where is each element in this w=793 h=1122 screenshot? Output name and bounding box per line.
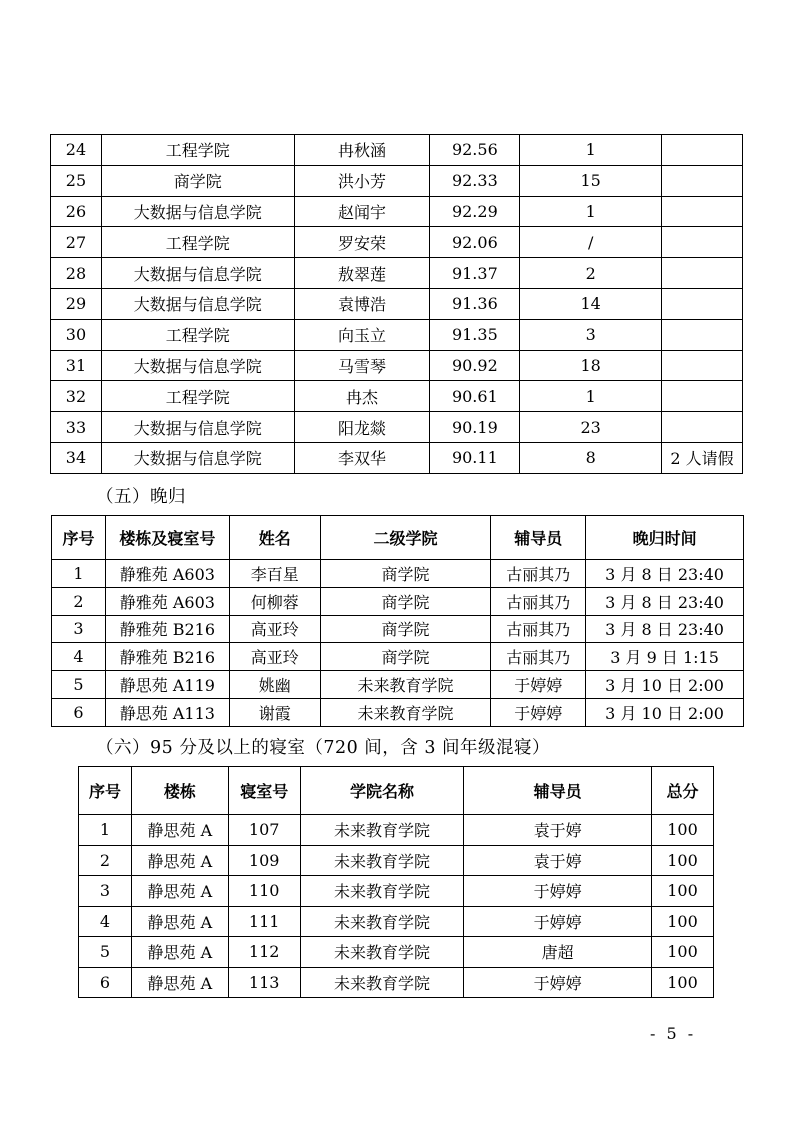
page-number: - 5 - xyxy=(650,1024,697,1043)
table-cell: 袁于婷 xyxy=(464,815,652,846)
table-cell: 未来教育学院 xyxy=(320,698,491,726)
table-cell: 洪小芳 xyxy=(294,165,430,196)
column-header: 辅导员 xyxy=(464,767,652,815)
section-title-top-dorms: （六）95 分及以上的寝室（720 间，含 3 间年级混寝） xyxy=(96,738,551,758)
table-cell: 冉秋涵 xyxy=(294,135,430,166)
column-header: 楼栋 xyxy=(131,767,228,815)
table-row xyxy=(52,615,744,643)
table-cell: 3 月 10 日 2:00 xyxy=(586,698,744,726)
column-header: 序号 xyxy=(79,767,132,815)
table-cell: 大数据与信息学院 xyxy=(101,412,294,443)
table-cell: 3 月 9 日 1:15 xyxy=(586,643,744,671)
table-cell xyxy=(662,288,743,319)
table-row xyxy=(51,442,743,473)
table-row xyxy=(51,227,743,258)
table-cell: 高亚玲 xyxy=(229,643,320,671)
table-cell: 2 xyxy=(52,587,106,615)
table-cell: 静雅苑 B216 xyxy=(105,615,229,643)
table-cell: 于婷婷 xyxy=(464,906,652,937)
top-dorms-table xyxy=(78,766,714,998)
table-cell: 113 xyxy=(228,967,300,998)
table-row xyxy=(51,288,743,319)
table-cell: 于婷婷 xyxy=(464,967,652,998)
table-cell: 100 xyxy=(652,876,714,907)
table-cell: 29 xyxy=(51,288,102,319)
table-cell: 未来教育学院 xyxy=(300,967,464,998)
table-cell: 91.36 xyxy=(430,288,520,319)
table-cell: 大数据与信息学院 xyxy=(101,350,294,381)
table-cell: 100 xyxy=(652,815,714,846)
column-header: 总分 xyxy=(652,767,714,815)
table-cell: 3 月 8 日 23:40 xyxy=(586,587,744,615)
table-cell: 未来教育学院 xyxy=(320,671,491,699)
table-cell: 18 xyxy=(520,350,662,381)
table-cell xyxy=(662,196,743,227)
column-header: 楼栋及寝室号 xyxy=(105,516,229,560)
table-cell: 8 xyxy=(520,442,662,473)
table-cell: 91.37 xyxy=(430,258,520,289)
table-cell: 3 xyxy=(79,876,132,907)
table-cell: 未来教育学院 xyxy=(300,815,464,846)
table-row xyxy=(79,967,714,998)
table-cell: 25 xyxy=(51,165,102,196)
table-cell: 112 xyxy=(228,937,300,968)
table-cell: 3 月 8 日 23:40 xyxy=(586,560,744,588)
column-header: 姓名 xyxy=(229,516,320,560)
table-row xyxy=(79,906,714,937)
table-cell: 33 xyxy=(51,412,102,443)
table-cell: 6 xyxy=(79,967,132,998)
table-row xyxy=(51,319,743,350)
table-cell: 110 xyxy=(228,876,300,907)
table-cell: 90.92 xyxy=(430,350,520,381)
table-cell: 静思苑 A119 xyxy=(105,671,229,699)
ranking-table-body xyxy=(51,135,743,474)
table-cell: 商学院 xyxy=(320,560,491,588)
table-cell xyxy=(662,412,743,443)
table-cell: 大数据与信息学院 xyxy=(101,196,294,227)
table-cell: 100 xyxy=(652,967,714,998)
table-cell: 罗安荣 xyxy=(294,227,430,258)
table-row xyxy=(51,196,743,227)
table-row xyxy=(52,560,744,588)
column-header: 序号 xyxy=(52,516,106,560)
table-cell: 静思苑 A xyxy=(131,876,228,907)
column-header: 寝室号 xyxy=(228,767,300,815)
table-cell: 1 xyxy=(520,196,662,227)
table-cell: 1 xyxy=(52,560,106,588)
table-cell: 30 xyxy=(51,319,102,350)
late-return-table-body xyxy=(52,560,744,727)
table-cell: 92.56 xyxy=(430,135,520,166)
table-cell: 5 xyxy=(79,937,132,968)
table-row xyxy=(52,698,744,726)
table-cell: 109 xyxy=(228,845,300,876)
table-cell: 3 xyxy=(520,319,662,350)
table-cell: 向玉立 xyxy=(294,319,430,350)
table-cell xyxy=(662,135,743,166)
table-row xyxy=(52,587,744,615)
table-cell: 古丽其乃 xyxy=(491,560,586,588)
table-cell: 未来教育学院 xyxy=(300,937,464,968)
table-cell: 23 xyxy=(520,412,662,443)
table-cell: 姚幽 xyxy=(229,671,320,699)
table-cell: 24 xyxy=(51,135,102,166)
table-cell xyxy=(662,381,743,412)
table-cell xyxy=(662,227,743,258)
table-cell: 商学院 xyxy=(320,643,491,671)
table-cell: 何柳蓉 xyxy=(229,587,320,615)
table-cell: 唐超 xyxy=(464,937,652,968)
section-title-late-return: （五）晚归 xyxy=(96,487,186,507)
table-cell: 谢霞 xyxy=(229,698,320,726)
table-cell: 14 xyxy=(520,288,662,319)
table-cell: 3 月 10 日 2:00 xyxy=(586,671,744,699)
table-cell: 90.61 xyxy=(430,381,520,412)
table-cell: 工程学院 xyxy=(101,227,294,258)
table-cell: 1 xyxy=(79,815,132,846)
table-cell: 马雪琴 xyxy=(294,350,430,381)
table-cell xyxy=(662,165,743,196)
table-cell: 静雅苑 A603 xyxy=(105,560,229,588)
table-cell: 90.19 xyxy=(430,412,520,443)
table-row xyxy=(52,643,744,671)
table-cell: 4 xyxy=(79,906,132,937)
table-cell: 26 xyxy=(51,196,102,227)
table-cell: 袁博浩 xyxy=(294,288,430,319)
table-cell: 1 xyxy=(520,135,662,166)
table-cell: 敖翠莲 xyxy=(294,258,430,289)
late-return-header-row xyxy=(52,516,744,560)
table-row xyxy=(79,876,714,907)
table-cell: 27 xyxy=(51,227,102,258)
table-cell: 2 人请假 xyxy=(662,442,743,473)
table-cell: 静雅苑 B216 xyxy=(105,643,229,671)
table-cell: 工程学院 xyxy=(101,319,294,350)
table-cell: 李双华 xyxy=(294,442,430,473)
table-cell: 3 xyxy=(52,615,106,643)
table-row xyxy=(52,671,744,699)
table-cell: 未来教育学院 xyxy=(300,876,464,907)
table-cell: 于婷婷 xyxy=(464,876,652,907)
table-cell: 商学院 xyxy=(320,587,491,615)
table-cell: 袁于婷 xyxy=(464,845,652,876)
ranking-table xyxy=(50,134,743,474)
table-cell: 28 xyxy=(51,258,102,289)
column-header: 晚归时间 xyxy=(586,516,744,560)
table-cell: 31 xyxy=(51,350,102,381)
late-return-table xyxy=(51,515,744,727)
table-cell xyxy=(662,319,743,350)
table-cell: / xyxy=(520,227,662,258)
table-cell: 高亚玲 xyxy=(229,615,320,643)
table-cell xyxy=(662,350,743,381)
table-cell: 静思苑 A113 xyxy=(105,698,229,726)
table-cell: 100 xyxy=(652,906,714,937)
table-cell: 1 xyxy=(520,381,662,412)
table-cell: 90.11 xyxy=(430,442,520,473)
table-row xyxy=(51,381,743,412)
table-cell: 大数据与信息学院 xyxy=(101,288,294,319)
table-cell: 古丽其乃 xyxy=(491,615,586,643)
top-dorms-table-body xyxy=(79,815,714,998)
table-cell: 古丽其乃 xyxy=(491,587,586,615)
table-cell: 4 xyxy=(52,643,106,671)
table-cell: 15 xyxy=(520,165,662,196)
table-cell: 92.33 xyxy=(430,165,520,196)
table-cell: 静思苑 A xyxy=(131,967,228,998)
table-row xyxy=(79,845,714,876)
table-cell: 静思苑 A xyxy=(131,906,228,937)
table-cell: 工程学院 xyxy=(101,381,294,412)
column-header: 辅导员 xyxy=(491,516,586,560)
table-cell: 107 xyxy=(228,815,300,846)
table-row xyxy=(79,815,714,846)
table-cell: 于婷婷 xyxy=(491,671,586,699)
table-cell: 3 月 8 日 23:40 xyxy=(586,615,744,643)
table-cell: 未来教育学院 xyxy=(300,845,464,876)
table-cell: 100 xyxy=(652,845,714,876)
table-cell: 工程学院 xyxy=(101,135,294,166)
table-cell: 5 xyxy=(52,671,106,699)
table-cell: 静思苑 A xyxy=(131,815,228,846)
column-header: 学院名称 xyxy=(300,767,464,815)
table-row xyxy=(51,135,743,166)
table-cell: 34 xyxy=(51,442,102,473)
table-row xyxy=(79,937,714,968)
table-cell: 阳龙燚 xyxy=(294,412,430,443)
table-row xyxy=(51,258,743,289)
table-cell: 100 xyxy=(652,937,714,968)
table-cell: 古丽其乃 xyxy=(491,643,586,671)
table-cell: 92.06 xyxy=(430,227,520,258)
table-cell: 静雅苑 A603 xyxy=(105,587,229,615)
table-cell: 2 xyxy=(79,845,132,876)
table-cell: 赵闻宇 xyxy=(294,196,430,227)
table-cell: 静思苑 A xyxy=(131,845,228,876)
table-cell: 商学院 xyxy=(320,615,491,643)
table-row xyxy=(51,412,743,443)
table-cell: 91.35 xyxy=(430,319,520,350)
table-cell: 未来教育学院 xyxy=(300,906,464,937)
table-cell xyxy=(662,258,743,289)
table-cell: 大数据与信息学院 xyxy=(101,258,294,289)
table-cell: 大数据与信息学院 xyxy=(101,442,294,473)
table-cell: 92.29 xyxy=(430,196,520,227)
table-cell: 李百星 xyxy=(229,560,320,588)
column-header: 二级学院 xyxy=(320,516,491,560)
table-cell: 冉杰 xyxy=(294,381,430,412)
table-cell: 2 xyxy=(520,258,662,289)
table-cell: 商学院 xyxy=(101,165,294,196)
table-cell: 32 xyxy=(51,381,102,412)
table-cell: 静思苑 A xyxy=(131,937,228,968)
table-cell: 111 xyxy=(228,906,300,937)
table-row xyxy=(51,165,743,196)
top-dorms-header-row xyxy=(79,767,714,815)
table-cell: 6 xyxy=(52,698,106,726)
table-cell: 于婷婷 xyxy=(491,698,586,726)
table-row xyxy=(51,350,743,381)
